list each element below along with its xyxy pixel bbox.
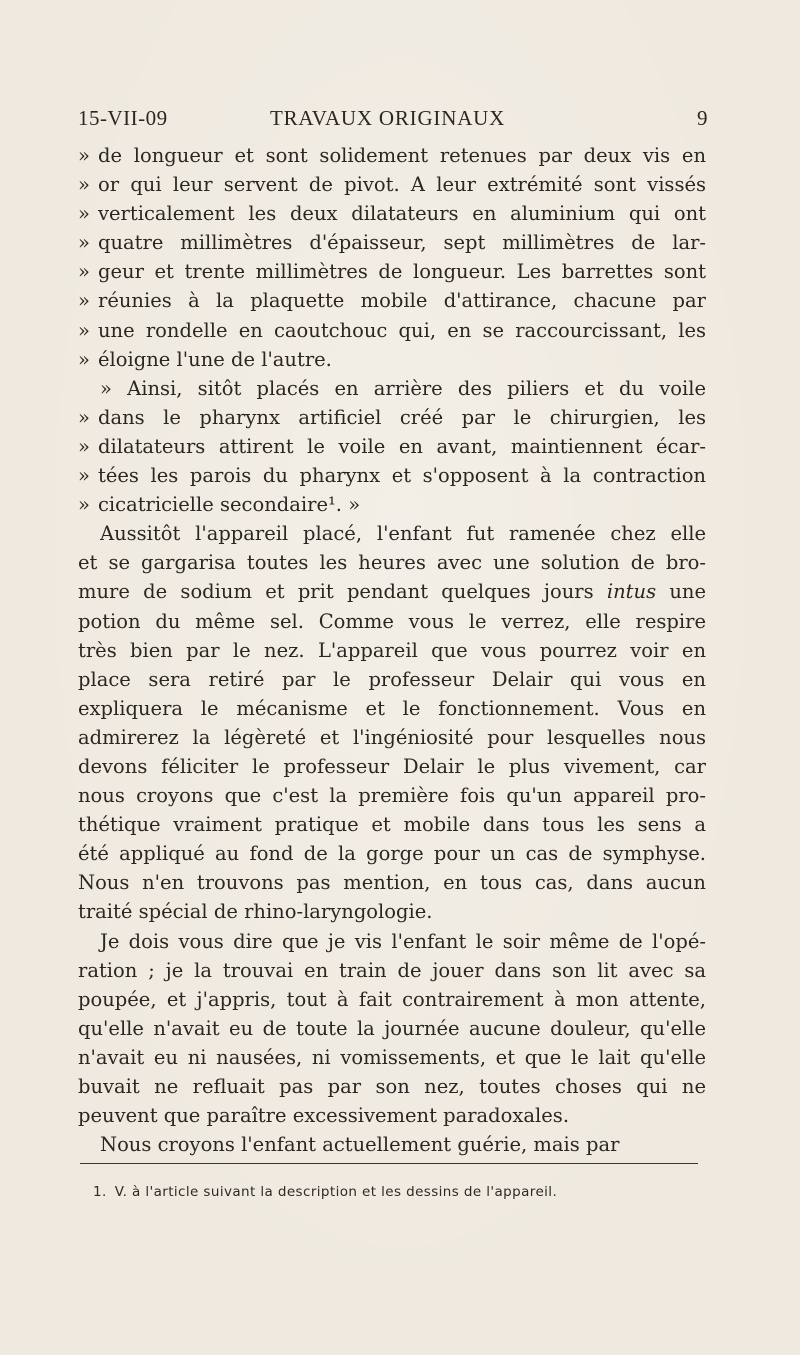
line-text: de longueur et sont solidement retenues par deux vis en bbox=[98, 144, 706, 167]
line-text: cicatricielle secondaire¹. » bbox=[98, 493, 361, 517]
text-line bbox=[78, 723, 706, 752]
quote-mark: » bbox=[78, 493, 90, 517]
text-line bbox=[78, 868, 706, 897]
line-text: admirerez la légèreté et l'ingéniosité pour lesquelles nous bbox=[78, 725, 706, 749]
line-text: thétique vraiment pratique et mobile dans tous les sens a bbox=[78, 813, 706, 837]
footnote-separator bbox=[80, 1163, 698, 1164]
text-line bbox=[78, 1014, 706, 1043]
quote-mark: » bbox=[78, 434, 90, 458]
footnote-text: V. à l'article suivant la description et les dessins de l'appareil. bbox=[114, 1184, 558, 1200]
text-line bbox=[78, 519, 706, 548]
quote-mark: » bbox=[78, 260, 90, 284]
text-line bbox=[78, 199, 706, 228]
line-text: » Ainsi, sitôt placés en arrière des piliers et du voile bbox=[100, 376, 706, 400]
text-line bbox=[78, 228, 706, 257]
italic-word: intus bbox=[606, 580, 657, 604]
line-text: verticalement les deux dilatateurs en aluminium qui ont bbox=[98, 202, 706, 226]
text-line bbox=[78, 257, 706, 286]
line-text: été appliqué au fond de la gorge pour un cas de symphyse. bbox=[78, 842, 706, 866]
text-line bbox=[78, 752, 706, 781]
line-text: très bien par le nez. L'appareil que vous pourrez voir en bbox=[78, 638, 706, 662]
text-line bbox=[78, 1101, 706, 1130]
line-text: traité spécial de rhino-laryngologie. bbox=[78, 900, 433, 924]
text-line bbox=[78, 607, 706, 636]
line-text: qu'elle n'avait eu de toute la journée aucune douleur, qu'elle bbox=[78, 1016, 706, 1040]
text-line bbox=[78, 1072, 706, 1101]
text-line bbox=[78, 490, 706, 519]
line-text: potion du même sel. Comme vous le verrez, elle respire bbox=[78, 609, 706, 633]
line-text: or qui leur servent de pivot. A leur extrémité sont vissés bbox=[98, 173, 706, 197]
quote-mark: » bbox=[78, 347, 90, 371]
footnote-number: 1. bbox=[93, 1184, 107, 1200]
text-line bbox=[78, 403, 706, 432]
quote-mark: » bbox=[78, 202, 90, 226]
line-text: une rondelle en caoutchouc qui, en se raccourcissant, les bbox=[98, 318, 706, 342]
line-text: devons féliciter le professeur Delair le plus vivement, car bbox=[78, 754, 706, 778]
text-line bbox=[78, 548, 706, 577]
text-line bbox=[78, 694, 706, 723]
text-line bbox=[78, 170, 706, 199]
text-line bbox=[78, 665, 706, 694]
line-text: réunies à la plaquette mobile d'attirance, chacune par bbox=[98, 289, 706, 313]
text-line bbox=[78, 636, 706, 665]
text-line bbox=[78, 927, 706, 956]
text-line bbox=[78, 985, 706, 1014]
line-text: ration ; je la trouvai en train de jouer dans son lit avec sa bbox=[78, 958, 706, 982]
line-text: éloigne l'une de l'autre. bbox=[98, 347, 332, 371]
header-section-title: TRAVAUX ORIGINAUX bbox=[270, 106, 506, 130]
line-text: nous croyons que c'est la première fois qu'un appareil pro- bbox=[78, 784, 706, 808]
text-line bbox=[78, 897, 706, 926]
text-line bbox=[78, 316, 706, 345]
quote-mark: » bbox=[78, 405, 90, 429]
text-line bbox=[78, 810, 706, 839]
page-number: 9 bbox=[697, 106, 708, 130]
text-line bbox=[78, 1043, 706, 1072]
text-line bbox=[78, 1130, 706, 1159]
text-line bbox=[78, 432, 706, 461]
text-line bbox=[78, 956, 706, 985]
header-date: 15-VII-09 bbox=[78, 106, 168, 130]
line-text: expliquera le mécanisme et le fonctionnement. Vous en bbox=[78, 696, 706, 720]
line-text: Aussitôt l'appareil placé, l'enfant fut ramenée chez elle bbox=[100, 522, 706, 546]
quote-mark: » bbox=[78, 464, 90, 488]
quote-mark: » bbox=[78, 289, 90, 313]
text-line bbox=[78, 345, 706, 374]
quote-mark: » bbox=[78, 144, 90, 167]
body-text bbox=[78, 141, 706, 1159]
line-text: peuvent que paraître excessivement paradoxales. bbox=[78, 1104, 570, 1128]
text-line bbox=[78, 286, 706, 315]
line-text: buvait ne refluait pas par son nez, toutes choses qui ne bbox=[78, 1075, 706, 1098]
text-line bbox=[78, 461, 706, 490]
quote-mark: » bbox=[78, 173, 90, 197]
line-text: et se gargarisa toutes les heures avec une solution de bro- bbox=[78, 551, 706, 575]
line-text-after: une bbox=[669, 580, 706, 604]
line-text: n'avait eu ni nausées, ni vomissements, et que le lait qu'elle bbox=[78, 1045, 706, 1069]
line-text: Je dois vous dire que je vis l'enfant le soir même de l'opé- bbox=[100, 929, 706, 953]
line-text: Nous n'en trouvons pas mention, en tous cas, dans aucun bbox=[78, 871, 706, 895]
running-header bbox=[78, 106, 708, 136]
line-text: place sera retiré par le professeur Delair qui vous en bbox=[78, 667, 706, 691]
footnote bbox=[93, 1184, 557, 1200]
text-line bbox=[78, 374, 706, 403]
text-line bbox=[78, 577, 706, 606]
text-line bbox=[78, 839, 706, 868]
text-line bbox=[78, 141, 706, 170]
line-text: mure de sodium et prit pendant quelques jours bbox=[78, 580, 594, 604]
line-text: quatre millimètres d'épaisseur, sept millimètres de lar- bbox=[98, 231, 706, 255]
line-text: dans le pharynx artificiel créé par le chirurgien, les bbox=[98, 405, 706, 429]
quote-mark: » bbox=[78, 231, 90, 255]
line-text: geur et trente millimètres de longueur. Les barrettes sont bbox=[98, 260, 706, 284]
line-text: dilatateurs attirent le voile en avant, maintiennent écar- bbox=[98, 434, 706, 458]
line-text: poupée, et j'appris, tout à fait contrairement à mon attente, bbox=[78, 987, 706, 1011]
text-line bbox=[78, 781, 706, 810]
line-text: tées les parois du pharynx et s'opposent à la contraction bbox=[98, 464, 706, 488]
quote-mark: » bbox=[78, 318, 90, 342]
line-text: Nous croyons l'enfant actuellement guérie, mais par bbox=[100, 1133, 620, 1157]
